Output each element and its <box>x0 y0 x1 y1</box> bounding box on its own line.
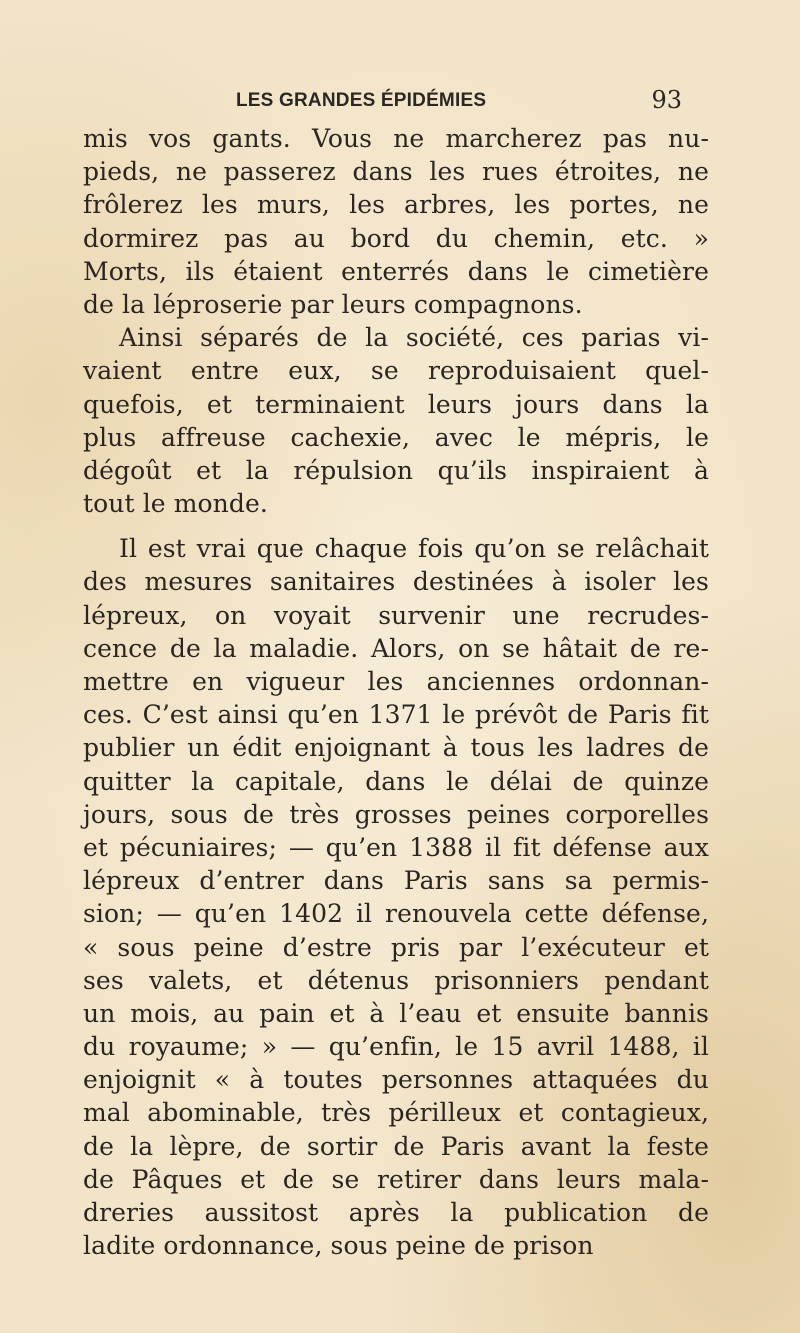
text-line: un mois, au pain et à l’eau et ensuite bannis <box>83 998 709 1028</box>
paragraph-gap <box>83 520 709 532</box>
text-line: de la lèpre, de sortir de Paris avant la feste <box>83 1131 709 1161</box>
text-line: mettre en vigueur les anciennes ordonnan- <box>83 667 709 696</box>
text-line: Ainsi séparés de la société, ces parias vi- <box>119 323 709 353</box>
text-line: publier un édit enjoignant à tous les ladres de <box>83 733 709 763</box>
text-line: du royaume; » — qu’enfin, le 15 avril 1488, il <box>83 1032 709 1062</box>
running-head <box>236 86 686 114</box>
page-number: 93 <box>651 86 682 114</box>
running-head-title: LES GRANDES ÉPIDÉMIES <box>236 90 487 111</box>
text-line: ces. C’est ainsi qu’en 1371 le prévôt de Paris fit <box>83 700 709 730</box>
text-line: quefois, et terminaient leurs jours dans la <box>83 389 709 419</box>
text-line: sion; — qu’en 1402 il renouvela cette défense, <box>83 899 709 929</box>
text-line: Il est vrai que chaque fois qu’on se relâchait <box>119 534 709 564</box>
text-line: quitter la capitale, dans le délai de quinze <box>83 766 709 796</box>
text-line: cence de la maladie. Alors, on se hâtait de re- <box>83 633 709 663</box>
text-line: vaient entre eux, se reproduisaient quel- <box>83 356 709 386</box>
text-line: des mesures sanitaires destinées à isoler les <box>83 567 709 597</box>
text-line: mal abominable, très périlleux et contagieux, <box>83 1098 709 1128</box>
paragraph-3 <box>83 532 709 1262</box>
text-line: pieds, ne passerez dans les rues étroites, ne <box>83 157 709 187</box>
text-line: « sous peine d’estre pris par l’exécuteur et <box>83 932 709 962</box>
text-line: lépreux d’entrer dans Paris sans sa permis- <box>83 866 709 896</box>
text-line: jours, sous de très grosses peines corporelles <box>83 799 709 829</box>
text-line: mis vos gants. Vous ne marcherez pas nu- <box>83 124 709 153</box>
text-line: lépreux, on voyait survenir une recrudes- <box>83 600 709 630</box>
text-line: Morts, ils étaient enterrés dans le cimetière <box>83 256 709 286</box>
text-line: dégoût et la répulsion qu’ils inspiraient à <box>83 455 709 485</box>
body-text <box>83 122 709 1262</box>
text-line: de la léproserie par leurs compagnons. <box>83 289 583 319</box>
text-line: tout le monde. <box>83 489 268 519</box>
paragraph-1 <box>83 122 709 321</box>
text-line: frôlerez les murs, les arbres, les portes, ne <box>83 190 709 220</box>
text-line: plus affreuse cachexie, avec le mépris, le <box>83 422 709 452</box>
text-line: ladite ordonnance, sous peine de prison <box>83 1231 594 1261</box>
text-line: et pécuniaires; — qu’en 1388 il fit défense aux <box>83 832 709 862</box>
text-line: dreries aussitost après la publication de <box>83 1198 709 1227</box>
text-line: enjoignit « à toutes personnes attaquées du <box>83 1065 709 1095</box>
paragraph-2 <box>83 321 709 520</box>
text-line: dormirez pas au bord du chemin, etc. » <box>83 223 709 253</box>
text-line: ses valets, et détenus prisonniers pendant <box>83 965 709 995</box>
text-line: de Pâques et de se retirer dans leurs mala- <box>83 1164 709 1194</box>
